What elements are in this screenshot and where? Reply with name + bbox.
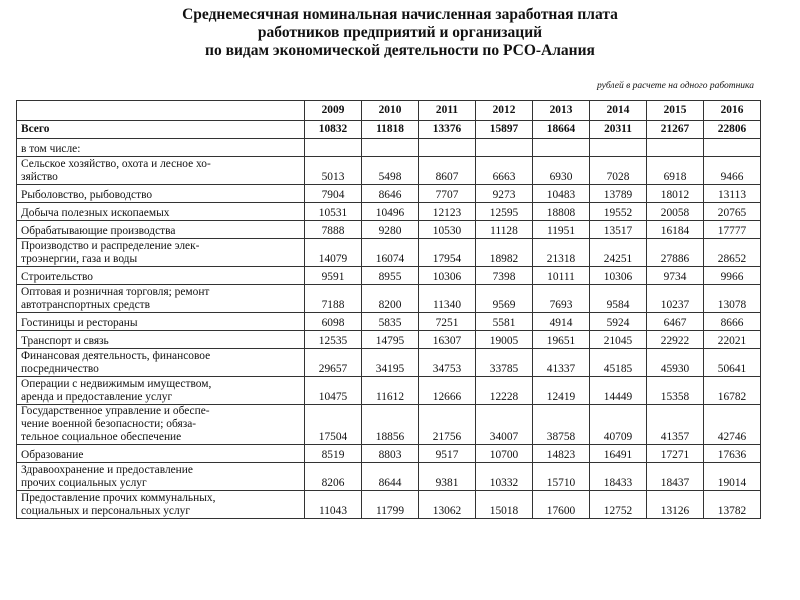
value-cell: 10111 bbox=[533, 267, 590, 285]
value-cell: 34195 bbox=[362, 349, 419, 377]
value-cell bbox=[590, 139, 647, 157]
row-label-line: Государственное управление и обеспе- bbox=[21, 405, 210, 417]
value-cell bbox=[533, 139, 590, 157]
table-row bbox=[17, 185, 761, 203]
value-cell: 11612 bbox=[362, 377, 419, 405]
value-cell: 17271 bbox=[647, 445, 704, 463]
value-cell: 11128 bbox=[476, 221, 533, 239]
title-line-2: работников предприятий и организаций bbox=[257, 24, 543, 41]
table-row bbox=[17, 267, 761, 285]
value-cell: 10496 bbox=[362, 203, 419, 221]
value-cell: 24251 bbox=[590, 239, 647, 267]
row-label-line: Транспорт и связь bbox=[21, 335, 109, 347]
value-cell: 7398 bbox=[476, 267, 533, 285]
table-row bbox=[17, 313, 761, 331]
value-cell: 5581 bbox=[476, 313, 533, 331]
value-cell bbox=[305, 139, 362, 157]
row-label bbox=[17, 203, 305, 221]
value-cell: 16307 bbox=[419, 331, 476, 349]
value-cell: 10237 bbox=[647, 285, 704, 313]
row-label bbox=[17, 463, 305, 491]
row-label bbox=[17, 121, 305, 139]
header-row bbox=[17, 101, 761, 121]
value-cell: 13126 bbox=[647, 491, 704, 519]
row-label-line: посредничество bbox=[21, 363, 99, 375]
value-cell: 12752 bbox=[590, 491, 647, 519]
title-line-3: по видам экономической деятельности по РСО-Алания bbox=[205, 42, 595, 59]
value-cell: 11799 bbox=[362, 491, 419, 519]
value-cell: 13789 bbox=[590, 185, 647, 203]
value-cell: 50641 bbox=[704, 349, 761, 377]
value-cell bbox=[647, 139, 704, 157]
row-label bbox=[17, 491, 305, 519]
value-cell: 22922 bbox=[647, 331, 704, 349]
row-label-line: Здравоохранение и предоставление bbox=[21, 464, 193, 476]
header-label-cell bbox=[17, 101, 305, 121]
row-label bbox=[17, 377, 305, 405]
row-label-line: зяйство bbox=[21, 171, 58, 183]
table-row bbox=[17, 377, 761, 405]
row-label-line: Гостиницы и рестораны bbox=[21, 317, 138, 329]
row-label-line: Производство и распределение элек- bbox=[21, 240, 200, 252]
unit-note: рублей в расчете на одного работника bbox=[596, 81, 754, 91]
table-row bbox=[17, 239, 761, 267]
value-cell: 22021 bbox=[704, 331, 761, 349]
value-cell: 21267 bbox=[647, 121, 704, 139]
value-cell: 10832 bbox=[305, 121, 362, 139]
table-row bbox=[17, 139, 761, 157]
value-cell: 16491 bbox=[590, 445, 647, 463]
value-cell: 5498 bbox=[362, 157, 419, 185]
value-cell: 9466 bbox=[704, 157, 761, 185]
value-cell: 14823 bbox=[533, 445, 590, 463]
value-cell: 33785 bbox=[476, 349, 533, 377]
value-cell: 10332 bbox=[476, 463, 533, 491]
value-cell: 12228 bbox=[476, 377, 533, 405]
value-cell: 12535 bbox=[305, 331, 362, 349]
value-cell: 38758 bbox=[533, 405, 590, 445]
value-cell: 8666 bbox=[704, 313, 761, 331]
value-cell: 15018 bbox=[476, 491, 533, 519]
header-year: 2016 bbox=[704, 101, 761, 121]
header-year: 2012 bbox=[476, 101, 533, 121]
value-cell: 18856 bbox=[362, 405, 419, 445]
table-row bbox=[17, 221, 761, 239]
value-cell: 10306 bbox=[590, 267, 647, 285]
value-cell: 10483 bbox=[533, 185, 590, 203]
value-cell: 9584 bbox=[590, 285, 647, 313]
value-cell: 19005 bbox=[476, 331, 533, 349]
value-cell bbox=[704, 139, 761, 157]
value-cell: 18982 bbox=[476, 239, 533, 267]
value-cell: 20058 bbox=[647, 203, 704, 221]
row-label bbox=[17, 349, 305, 377]
row-label-line: в том числе: bbox=[21, 143, 81, 155]
value-cell: 16184 bbox=[647, 221, 704, 239]
value-cell: 6918 bbox=[647, 157, 704, 185]
value-cell: 41337 bbox=[533, 349, 590, 377]
document-title bbox=[0, 6, 800, 60]
value-cell: 8200 bbox=[362, 285, 419, 313]
value-cell: 17777 bbox=[704, 221, 761, 239]
table-row bbox=[17, 491, 761, 519]
row-label-line: Добыча полезных ископаемых bbox=[21, 207, 170, 219]
value-cell: 21318 bbox=[533, 239, 590, 267]
value-cell: 13376 bbox=[419, 121, 476, 139]
value-cell: 11043 bbox=[305, 491, 362, 519]
table-row bbox=[17, 349, 761, 377]
value-cell: 9381 bbox=[419, 463, 476, 491]
value-cell: 5013 bbox=[305, 157, 362, 185]
wage-table bbox=[16, 100, 761, 519]
table-row bbox=[17, 463, 761, 491]
header-year: 2010 bbox=[362, 101, 419, 121]
value-cell: 7188 bbox=[305, 285, 362, 313]
value-cell: 7888 bbox=[305, 221, 362, 239]
table-row bbox=[17, 405, 761, 445]
value-cell: 17600 bbox=[533, 491, 590, 519]
value-cell bbox=[362, 139, 419, 157]
row-label bbox=[17, 331, 305, 349]
value-cell: 45185 bbox=[590, 349, 647, 377]
value-cell: 8955 bbox=[362, 267, 419, 285]
value-cell: 8206 bbox=[305, 463, 362, 491]
value-cell: 20311 bbox=[590, 121, 647, 139]
value-cell: 19651 bbox=[533, 331, 590, 349]
value-cell: 8519 bbox=[305, 445, 362, 463]
value-cell: 9280 bbox=[362, 221, 419, 239]
value-cell: 27886 bbox=[647, 239, 704, 267]
table-row bbox=[17, 285, 761, 313]
value-cell: 21045 bbox=[590, 331, 647, 349]
table-body bbox=[17, 121, 761, 519]
header-year: 2013 bbox=[533, 101, 590, 121]
row-label-line: Операции с недвижимым имуществом, bbox=[21, 378, 212, 390]
row-label-line: Сельское хозяйство, охота и лесное хо- bbox=[21, 158, 211, 170]
value-cell: 10700 bbox=[476, 445, 533, 463]
value-cell: 6098 bbox=[305, 313, 362, 331]
value-cell: 20765 bbox=[704, 203, 761, 221]
value-cell: 15358 bbox=[647, 377, 704, 405]
row-label bbox=[17, 285, 305, 313]
value-cell: 19014 bbox=[704, 463, 761, 491]
value-cell: 19552 bbox=[590, 203, 647, 221]
header-year: 2015 bbox=[647, 101, 704, 121]
row-label-line: социальных и персональных услуг bbox=[21, 505, 191, 517]
value-cell: 10531 bbox=[305, 203, 362, 221]
value-cell: 9591 bbox=[305, 267, 362, 285]
value-cell: 10306 bbox=[419, 267, 476, 285]
value-cell: 10530 bbox=[419, 221, 476, 239]
value-cell: 15897 bbox=[476, 121, 533, 139]
row-label bbox=[17, 239, 305, 267]
row-label bbox=[17, 157, 305, 185]
value-cell: 7693 bbox=[533, 285, 590, 313]
value-cell: 14449 bbox=[590, 377, 647, 405]
value-cell: 13782 bbox=[704, 491, 761, 519]
row-label-line: тельное социальное обеспечение bbox=[21, 431, 182, 443]
value-cell: 9517 bbox=[419, 445, 476, 463]
value-cell: 10475 bbox=[305, 377, 362, 405]
row-label bbox=[17, 139, 305, 157]
value-cell: 12419 bbox=[533, 377, 590, 405]
row-label-line: Обрабатывающие производства bbox=[21, 225, 176, 237]
header-year: 2011 bbox=[419, 101, 476, 121]
value-cell: 6930 bbox=[533, 157, 590, 185]
value-cell: 5835 bbox=[362, 313, 419, 331]
value-cell: 11951 bbox=[533, 221, 590, 239]
value-cell: 12123 bbox=[419, 203, 476, 221]
value-cell: 40709 bbox=[590, 405, 647, 445]
value-cell: 9569 bbox=[476, 285, 533, 313]
header-year: 2009 bbox=[305, 101, 362, 121]
row-label-line: троэнергии, газа и воды bbox=[21, 253, 138, 265]
row-label bbox=[17, 313, 305, 331]
value-cell: 16074 bbox=[362, 239, 419, 267]
value-cell: 13517 bbox=[590, 221, 647, 239]
value-cell: 12666 bbox=[419, 377, 476, 405]
value-cell: 21756 bbox=[419, 405, 476, 445]
value-cell: 7251 bbox=[419, 313, 476, 331]
value-cell: 18664 bbox=[533, 121, 590, 139]
row-label bbox=[17, 185, 305, 203]
row-label-line: Рыболовство, рыбоводство bbox=[21, 189, 153, 201]
row-label-line: аренда и предоставление услуг bbox=[21, 391, 173, 403]
row-label-line: Строительство bbox=[21, 271, 93, 283]
value-cell: 29657 bbox=[305, 349, 362, 377]
row-label bbox=[17, 267, 305, 285]
value-cell bbox=[476, 139, 533, 157]
row-label-line: Финансовая деятельность, финансовое bbox=[21, 350, 211, 362]
value-cell: 45930 bbox=[647, 349, 704, 377]
value-cell: 5924 bbox=[590, 313, 647, 331]
value-cell: 8607 bbox=[419, 157, 476, 185]
value-cell: 18437 bbox=[647, 463, 704, 491]
row-label bbox=[17, 405, 305, 445]
value-cell: 17504 bbox=[305, 405, 362, 445]
value-cell: 16782 bbox=[704, 377, 761, 405]
value-cell: 8644 bbox=[362, 463, 419, 491]
value-cell: 18012 bbox=[647, 185, 704, 203]
value-cell: 6467 bbox=[647, 313, 704, 331]
value-cell: 18433 bbox=[590, 463, 647, 491]
value-cell: 7904 bbox=[305, 185, 362, 203]
value-cell: 18808 bbox=[533, 203, 590, 221]
row-label-line: Предоставление прочих коммунальных, bbox=[21, 492, 216, 504]
value-cell: 13062 bbox=[419, 491, 476, 519]
value-cell: 6663 bbox=[476, 157, 533, 185]
row-label bbox=[17, 221, 305, 239]
table-row bbox=[17, 157, 761, 185]
table-row bbox=[17, 203, 761, 221]
value-cell: 17636 bbox=[704, 445, 761, 463]
value-cell bbox=[419, 139, 476, 157]
value-cell: 8803 bbox=[362, 445, 419, 463]
value-cell: 8646 bbox=[362, 185, 419, 203]
value-cell: 41357 bbox=[647, 405, 704, 445]
value-cell: 22806 bbox=[704, 121, 761, 139]
value-cell: 7028 bbox=[590, 157, 647, 185]
value-cell: 15710 bbox=[533, 463, 590, 491]
value-cell: 34753 bbox=[419, 349, 476, 377]
value-cell: 17954 bbox=[419, 239, 476, 267]
value-cell: 4914 bbox=[533, 313, 590, 331]
value-cell: 9734 bbox=[647, 267, 704, 285]
value-cell: 12595 bbox=[476, 203, 533, 221]
value-cell: 14795 bbox=[362, 331, 419, 349]
value-cell: 9966 bbox=[704, 267, 761, 285]
value-cell: 11818 bbox=[362, 121, 419, 139]
value-cell: 42746 bbox=[704, 405, 761, 445]
value-cell: 11340 bbox=[419, 285, 476, 313]
row-label-line: чение военной безопасности; обяза- bbox=[21, 418, 197, 430]
value-cell: 34007 bbox=[476, 405, 533, 445]
row-label-line: Оптовая и розничная торговля; ремонт bbox=[21, 286, 210, 298]
table-row bbox=[17, 331, 761, 349]
table-row bbox=[17, 445, 761, 463]
table-row bbox=[17, 121, 761, 139]
row-label bbox=[17, 445, 305, 463]
title-line-1: Среднемесячная номинальная начисленная заработная плата bbox=[182, 6, 618, 23]
value-cell: 13113 bbox=[704, 185, 761, 203]
value-cell: 9273 bbox=[476, 185, 533, 203]
value-cell: 7707 bbox=[419, 185, 476, 203]
row-label-line: автотранспортных средств bbox=[21, 299, 151, 311]
value-cell: 14079 bbox=[305, 239, 362, 267]
row-label-line: Всего bbox=[21, 123, 50, 135]
header-year: 2014 bbox=[590, 101, 647, 121]
value-cell: 13078 bbox=[704, 285, 761, 313]
value-cell: 28652 bbox=[704, 239, 761, 267]
row-label-line: прочих социальных услуг bbox=[21, 477, 147, 489]
row-label-line: Образование bbox=[21, 449, 84, 461]
